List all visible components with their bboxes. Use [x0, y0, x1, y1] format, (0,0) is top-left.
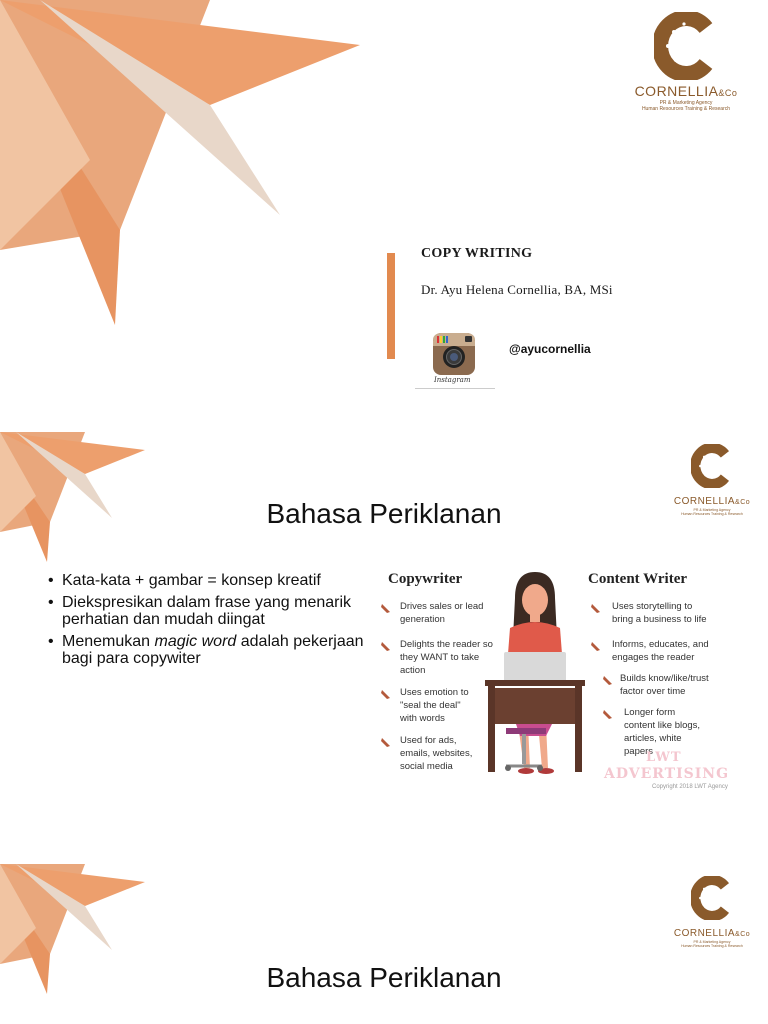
pen-nib-icon — [380, 640, 392, 652]
woman-at-desk-illustration — [480, 568, 590, 793]
company-logo — [618, 12, 754, 112]
slide-heading: Bahasa Periklanan — [266, 962, 502, 993]
brand-amp: &Co — [735, 499, 751, 506]
content-writer-point: Builds know/like/trust factor over time — [620, 673, 709, 697]
slide-bahasa-periklanan — [0, 432, 768, 842]
slide-bahasa-periklanan-2 — [0, 864, 768, 1024]
copywriter-point: Used for ads, emails, websites, social media — [400, 735, 473, 772]
logo-c-icon — [654, 12, 718, 80]
content-writer-point: Uses storytelling to bring a business to life — [612, 601, 707, 625]
brand-tagline-2: Human Resources Training & Research — [641, 105, 731, 112]
content-writer-point: Longer form content like blogs, articles, white papers — [624, 707, 701, 757]
brand-name: CORNELLIA — [673, 928, 736, 939]
copyright-note: Copyright 2018 LWT Agency — [652, 784, 728, 790]
watermark-advertising: ADVERTISING — [604, 766, 730, 782]
pen-nib-icon — [590, 640, 602, 652]
brand-tagline-1: PR & Marketing Agency — [659, 100, 713, 106]
slide-heading: Bahasa Periklanan — [266, 498, 502, 529]
copywriter-title: Copywriter — [388, 571, 463, 587]
presentation-title: COPY WRITING — [421, 246, 533, 261]
copywriter-point: Drives sales or lead generation — [400, 601, 484, 625]
pen-nib-icon — [380, 688, 392, 700]
brand-amp: &Co — [718, 88, 738, 98]
instagram-label: Instagram — [434, 376, 471, 384]
watermark-lwt: LWT — [646, 750, 682, 765]
brand-name: CORNELLIA — [673, 496, 736, 507]
bullet-item: • Kata-kata + gambar = konsep kreatif — [48, 572, 378, 589]
brand-tagline-1: PR & Marketing Agency — [693, 508, 731, 512]
bullet-item: • Diekspresikan dalam frase yang menarik perhatian dan mudah diingat — [48, 594, 378, 628]
instagram-icon[interactable] — [432, 332, 476, 376]
slide-separator — [0, 842, 768, 864]
slide-title — [0, 0, 768, 410]
pen-nib-icon — [380, 736, 392, 748]
brand-amp: &Co — [735, 931, 751, 938]
copywriter-point: Uses emotion to "seal the deal" with words — [400, 687, 469, 724]
divider — [415, 388, 495, 389]
logo-c-icon — [691, 876, 733, 920]
pen-nib-icon — [590, 602, 602, 614]
origami-decoration — [0, 0, 380, 330]
brand-tagline-1: PR & Marketing Agency — [693, 940, 731, 944]
brand-tagline-2: Human Resources Training & Research — [681, 943, 743, 948]
author-name: Dr. Ayu Helena Cornellia, BA, MSi — [421, 282, 613, 297]
pen-nib-icon — [602, 674, 614, 686]
content-writer-point: Informs, educates, and engages the reader — [612, 639, 709, 663]
bullet-list — [48, 572, 378, 672]
pen-nib-icon — [380, 602, 392, 614]
bullet-item: • Menemukan magic word adalah pekerjaan bagi para copywiter — [48, 633, 378, 667]
copywriter-vs-content-writer-infographic — [376, 566, 736, 796]
brand-tagline-2: Human Resources Training & Research — [681, 511, 743, 516]
logo-c-icon — [691, 444, 733, 488]
company-logo — [664, 876, 760, 949]
pen-nib-icon — [602, 708, 614, 720]
copywriter-point: Delights the reader so they WANT to take action — [400, 639, 493, 676]
instagram-handle[interactable]: @ayucornellia — [509, 342, 591, 356]
brand-name: CORNELLIA — [634, 83, 719, 99]
accent-bar — [387, 253, 395, 359]
content-writer-title: Content Writer — [588, 571, 688, 587]
